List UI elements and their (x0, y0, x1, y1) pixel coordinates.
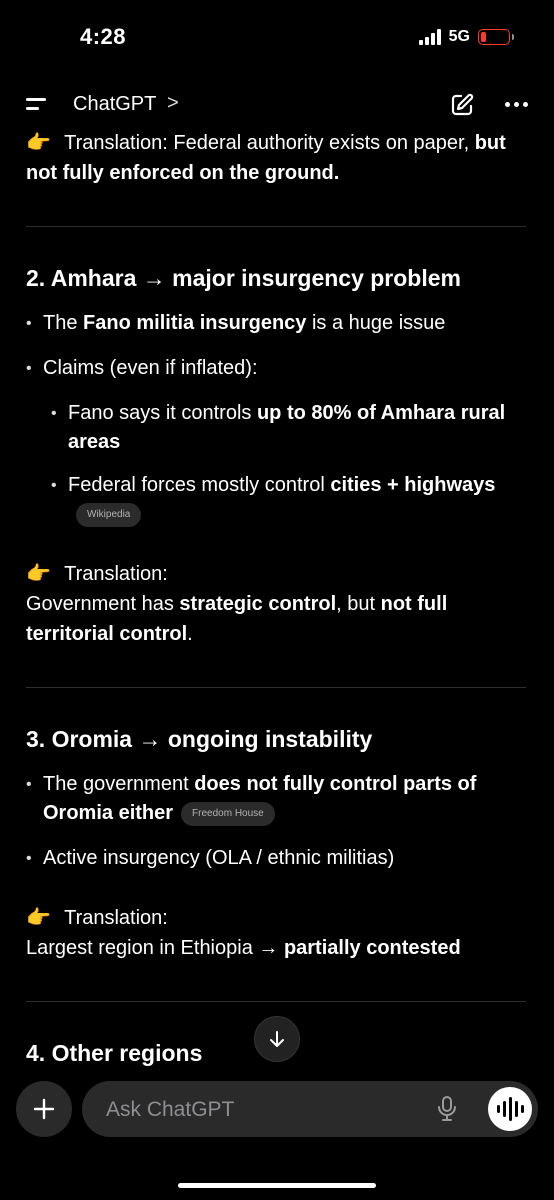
translation-label: 👉 Translation: (26, 559, 526, 589)
list-item: • Active insurgency (OLA / ethnic militias) (26, 844, 526, 873)
pointing-hand-emoji: 👉 (26, 563, 51, 585)
translation-text: Largest region in Ethiopia → partially contested (26, 937, 461, 959)
message-input[interactable] (104, 1095, 408, 1125)
list-item: • Federal forces mostly control cities + highwaysWikipedia (51, 471, 526, 529)
citation-chip-wikipedia[interactable]: Wikipedia (76, 503, 141, 527)
list-item: • Claims (even if inflated): (26, 354, 526, 383)
status-time: 4:28 (80, 24, 127, 49)
more-icon[interactable] (505, 102, 528, 107)
section-2-heading: 2. Amhara → major insurgency problem (26, 265, 461, 291)
menu-icon[interactable] (26, 96, 48, 112)
voice-mode-button[interactable] (488, 1087, 532, 1131)
pointing-hand-emoji: 👉 (26, 132, 51, 154)
microphone-icon[interactable] (436, 1095, 458, 1128)
battery-icon (478, 29, 510, 45)
signal-icon (419, 29, 441, 45)
add-attachment-button[interactable] (16, 1081, 72, 1137)
assistant-message (26, 128, 526, 1074)
arrow-down-icon (268, 1030, 286, 1048)
section-3-heading: 3. Oromia → ongoing instability (26, 726, 373, 752)
network-label: 5G (448, 28, 470, 45)
plus-icon (33, 1098, 55, 1120)
divider (26, 226, 526, 227)
top-bar (0, 80, 554, 130)
composer (82, 1081, 538, 1137)
pointing-hand-emoji: 👉 (26, 907, 51, 929)
status-icons (419, 28, 510, 46)
divider (26, 687, 526, 688)
scroll-down-button[interactable] (254, 1016, 300, 1062)
translation-label: 👉 Translation: (26, 903, 526, 933)
new-chat-icon[interactable] (450, 93, 474, 122)
app-title[interactable]: ChatGPT (73, 93, 157, 115)
chevron-right-icon[interactable]: > (167, 92, 179, 114)
list-item: • The Fano militia insurgency is a huge issue (26, 309, 526, 338)
translation-text: Government has strategic control, but not full territorial control. (26, 593, 448, 645)
divider (26, 1001, 526, 1002)
list-item: • Fano says it controls up to 80% of Amhara rural areas (51, 399, 526, 457)
status-bar (0, 0, 554, 70)
section-4-heading: 4. Other regions (26, 1040, 203, 1066)
list-item: • The government does not fully control parts of Oromia either Freedom House (26, 770, 526, 828)
home-indicator (178, 1183, 376, 1188)
citation-chip-freedom-house[interactable]: Freedom House (181, 802, 275, 826)
section-1-tail: 👉 Translation: Federal authority exists on paper, but not fully enforced on the ground. (26, 128, 526, 188)
battery-fill (481, 32, 486, 42)
